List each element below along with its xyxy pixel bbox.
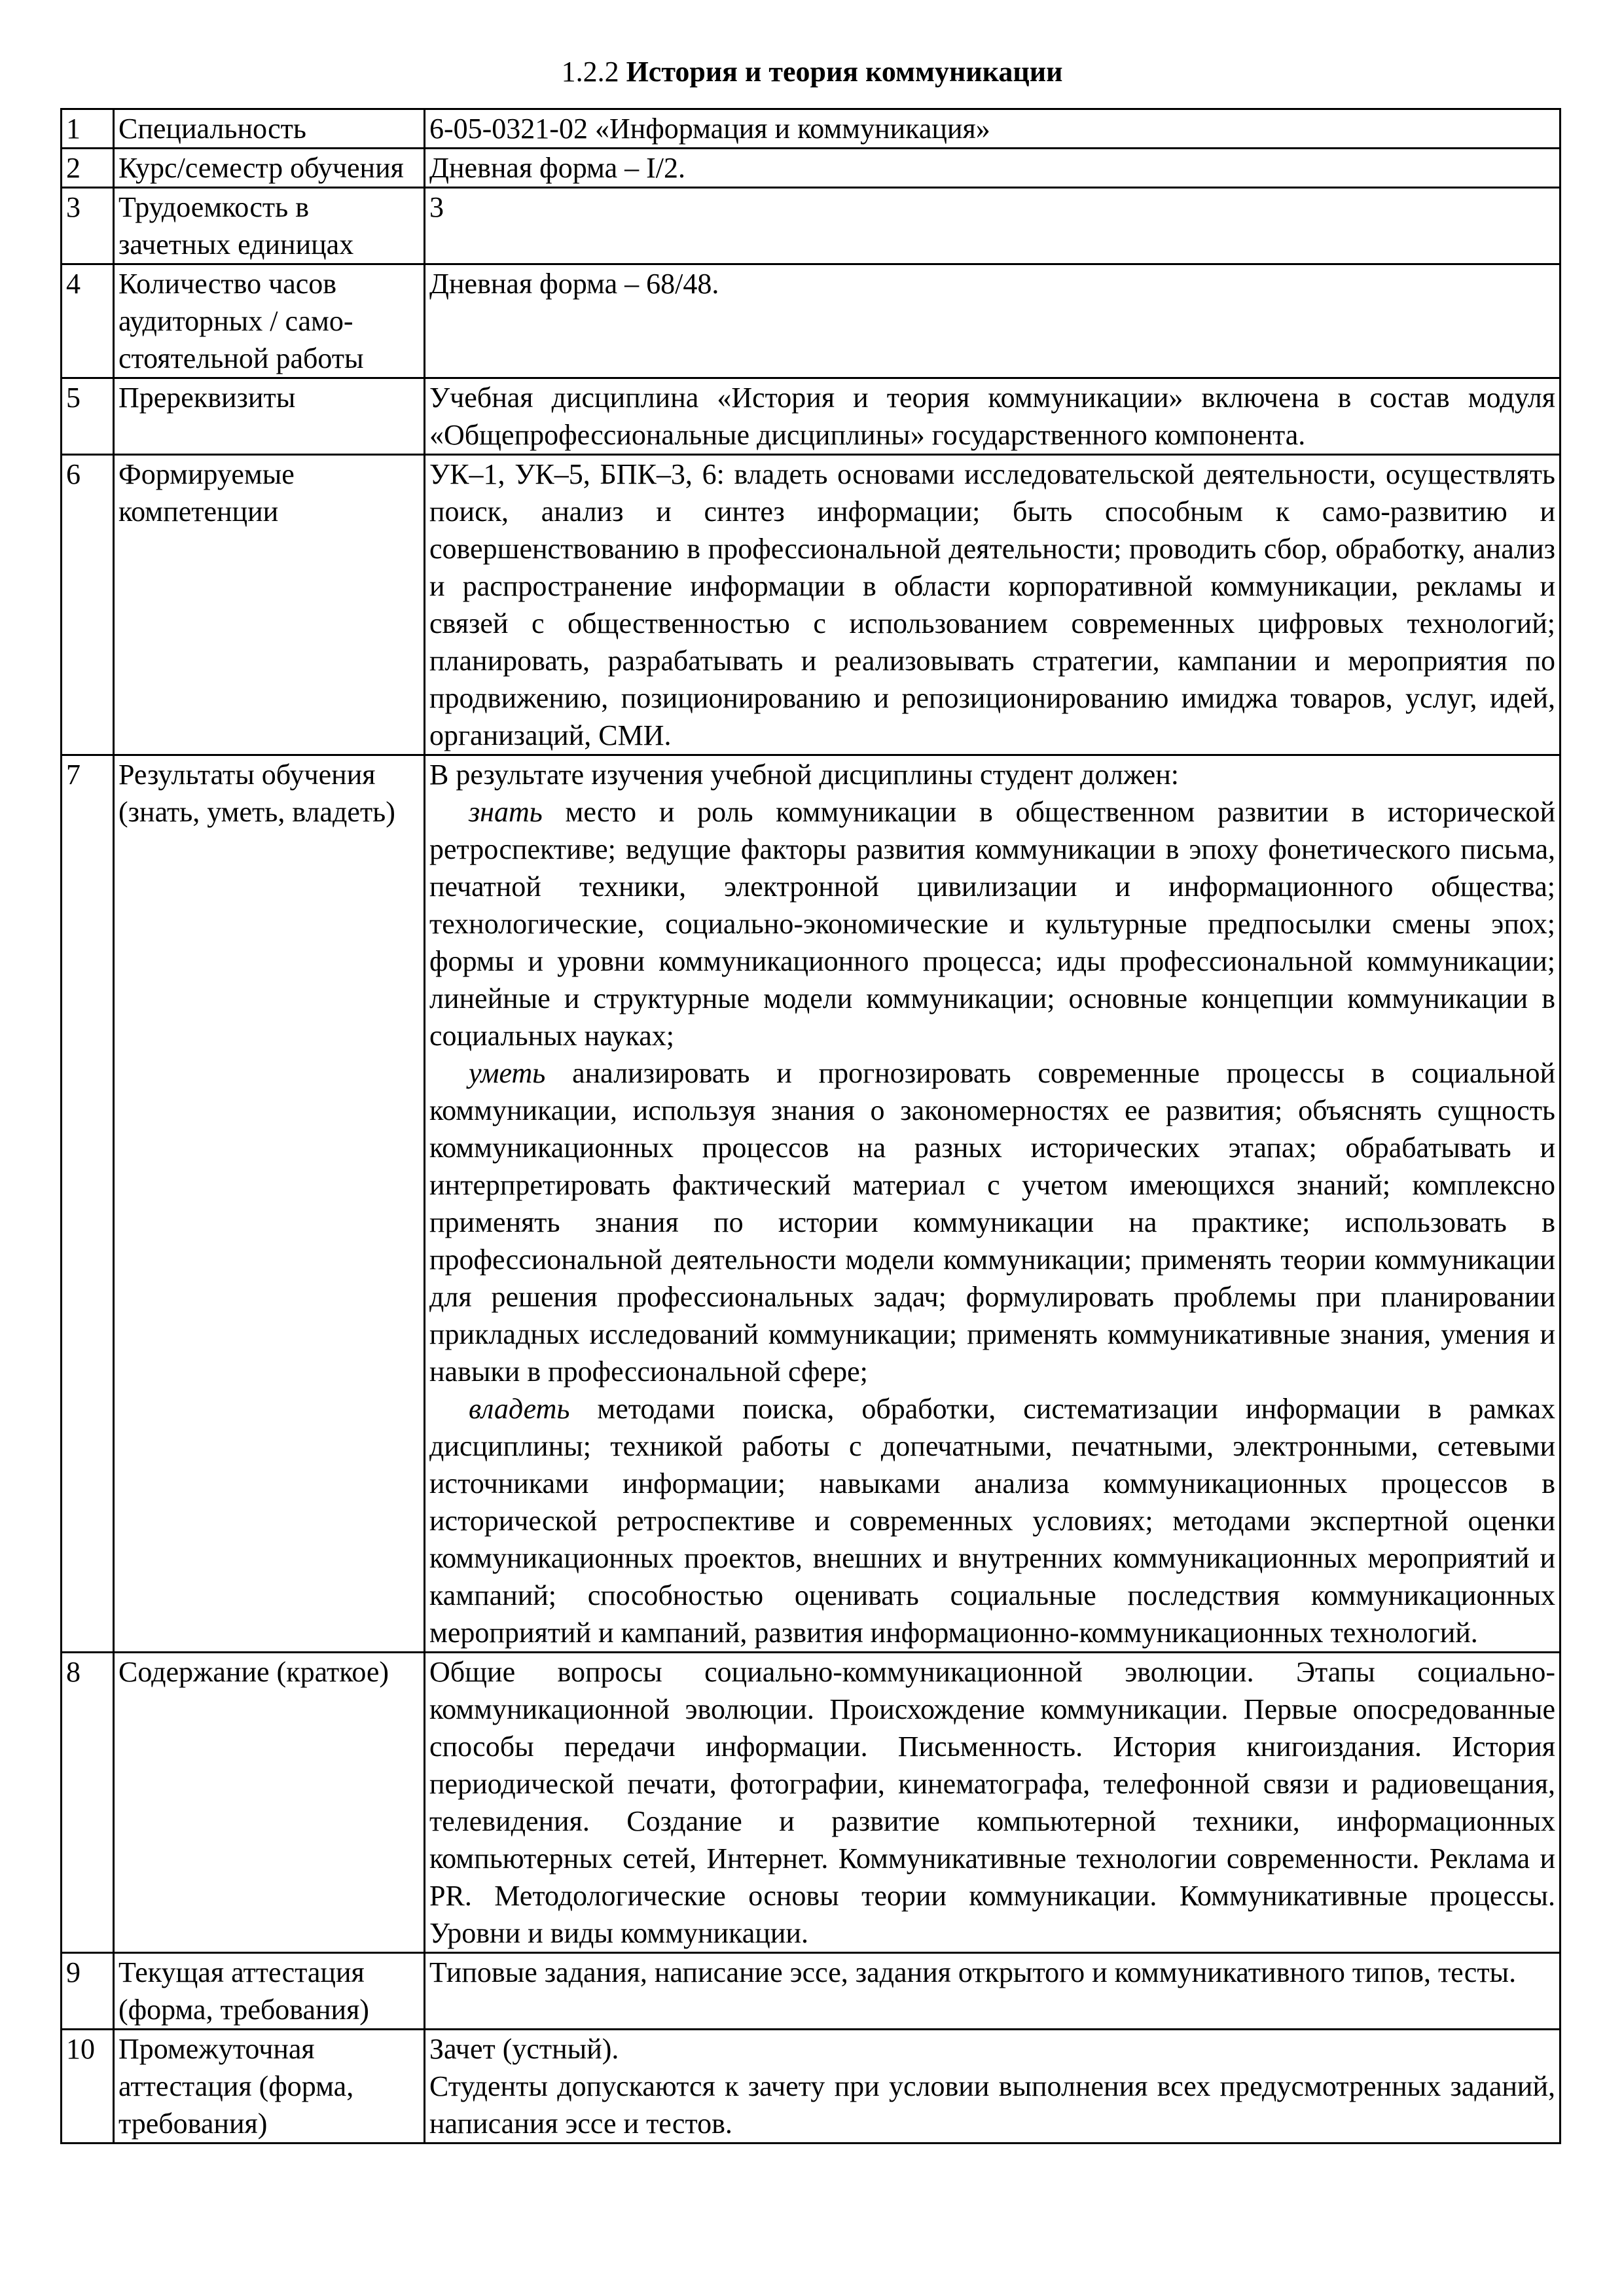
row-value: [425, 2030, 1561, 2144]
row-value-line: Зачет (устный).: [429, 2033, 619, 2065]
row-label: Количество часов аудиторных / само-стоятельной работы: [114, 264, 425, 378]
row-number: 6: [62, 455, 114, 755]
row-value: Учебная дисциплина «История и теория коммуникации» включена в состав модуля «Общепрофессиональные дисциплины» государственного компонента.: [425, 378, 1561, 455]
section-number: 1.2.2: [561, 56, 626, 88]
table-row: [62, 378, 1561, 455]
course-info-table: [60, 108, 1561, 2144]
row-number: 7: [62, 755, 114, 1653]
row-value: Дневная форма – I/2.: [425, 149, 1561, 188]
row-label: Промежуточная аттестация (форма, требования): [114, 2030, 425, 2144]
learning-outcomes: [425, 755, 1561, 1653]
row-value-line: Студенты допускаются к зачету при условии выполнения всех предусмотренных заданий, написания эссе и тестов.: [429, 2070, 1555, 2140]
section-heading: История и теория коммуникации: [626, 56, 1063, 88]
outcome-can: [429, 1054, 1555, 1390]
table-row: [62, 109, 1561, 149]
row-number: 4: [62, 264, 114, 378]
table-row: [62, 2030, 1561, 2144]
table-row: [62, 1653, 1561, 1953]
row-value: 3: [425, 188, 1561, 264]
row-number: 5: [62, 378, 114, 455]
outcomes-intro: В результате изучения учебной дисциплины студент должен:: [429, 759, 1180, 791]
row-label: Трудоемкость в зачетных единицах: [114, 188, 425, 264]
row-label: Результаты обучения (знать, уметь, владеть): [114, 755, 425, 1653]
row-number: 10: [62, 2030, 114, 2144]
outcome-can-term: уметь: [469, 1057, 546, 1089]
row-number: 9: [62, 1953, 114, 2030]
row-label: Курс/семестр обучения: [114, 149, 425, 188]
row-number: 2: [62, 149, 114, 188]
row-value: 6-05-0321-02 «Информация и коммуникация»: [425, 109, 1561, 149]
row-value: Дневная форма – 68/48.: [425, 264, 1561, 378]
row-label: Содержание (краткое): [114, 1653, 425, 1953]
outcome-know: [429, 793, 1555, 1054]
table-row: [62, 755, 1561, 1653]
row-number: 1: [62, 109, 114, 149]
row-value: УК–1, УК–5, БПК–3, 6: владеть основами исследовательской деятельности, осуществлять поиск, анализ и синтез информации; быть способным к само-развитию и совершенствованию в профессиональной деятельности; проводить сбор, обработку, анализ и распространение информации в области корпоративной коммуникации, рекламы и связей с общественностью с использованием современных цифровых технологий; планировать, разрабатывать и реализовывать стратегии, кампании и мероприятия по продвижению, позиционированию и репозиционированию имиджа товаров, услуг, идей, организаций, СМИ.: [425, 455, 1561, 755]
outcome-own-term: владеть: [469, 1393, 570, 1425]
row-number: 8: [62, 1653, 114, 1953]
row-label: Пререквизиты: [114, 378, 425, 455]
outcome-know-text: место и роль коммуникации в общественном развитии в исторической ретроспективе; ведущие факторы развития коммуникации в эпоху фонетического письма, печатной техники, электронной цивилизации и информационного общества; технологические, социально-экономические и культурные предпосылки смены эпох; формы и уровни коммуникационного процесса; иды профессиональной коммуникации; линейные и структурные модели коммуникации; основные концепции коммуникации в социальных науках;: [429, 796, 1555, 1052]
section-title: [0, 54, 1624, 90]
outcome-know-term: знать: [469, 796, 543, 828]
outcome-own-text: методами поиска, обработки, систематизации информации в рамках дисциплины; техникой работы с допечатными, печатными, электронными, сетевыми источниками информации; навыками анализа коммуникационных процессов в исторической ретроспективе и современных условиях; методами экспертной оценки коммуникационных проектов, внешних и внутренних коммуникационных мероприятий и кампаний; способностью оценивать социальные последствия коммуникационных мероприятий и кампаний, развития информационно-коммуникационных технологий.: [429, 1393, 1555, 1649]
table-row: [62, 1953, 1561, 2030]
outcome-can-text: анализировать и прогнозировать современные процессы в социальной коммуникации, используя знания о закономерностях ее развития; объяснять сущность коммуникационных процессов на разных исторических этапах; обрабатывать и интерпретировать фактический материал с учетом имеющихся знаний; комплексно применять знания по истории коммуникации на практике; использовать в профессиональной деятельности модели коммуникации; применять теории коммуникации для решения профессиональных задач; формулировать проблемы при планировании прикладных исследований коммуникации; применять коммуникативные знания, умения и навыки в профессиональной сфере;: [429, 1057, 1555, 1388]
table-row: [62, 264, 1561, 378]
outcome-own: [429, 1390, 1555, 1651]
table-row: [62, 188, 1561, 264]
table-row: [62, 455, 1561, 755]
table-row: [62, 149, 1561, 188]
row-label: Специальность: [114, 109, 425, 149]
row-label: Текущая аттестация (форма, требования): [114, 1953, 425, 2030]
row-label: Формируемые компетенции: [114, 455, 425, 755]
row-number: 3: [62, 188, 114, 264]
row-value: Общие вопросы социально-коммуникационной эволюции. Этапы социально-коммуникационной эволюции. Происхождение коммуникации. Первые опосредованные способы передачи информации. Письменность. История книгоиздания. История периодической печати, фотографии, кинематографа, телефонной связи и радиовещания, телевидения. Создание и развитие компьютерной техники, информационных компьютерных сетей, Интернет. Коммуникативные технологии современности. Реклама и PR. Методологические основы теории коммуникации. Коммуникативные процессы. Уровни и виды коммуникации.: [425, 1653, 1561, 1953]
row-value: Типовые задания, написание эссе, задания открытого и коммуникативного типов, тесты.: [425, 1953, 1561, 2030]
